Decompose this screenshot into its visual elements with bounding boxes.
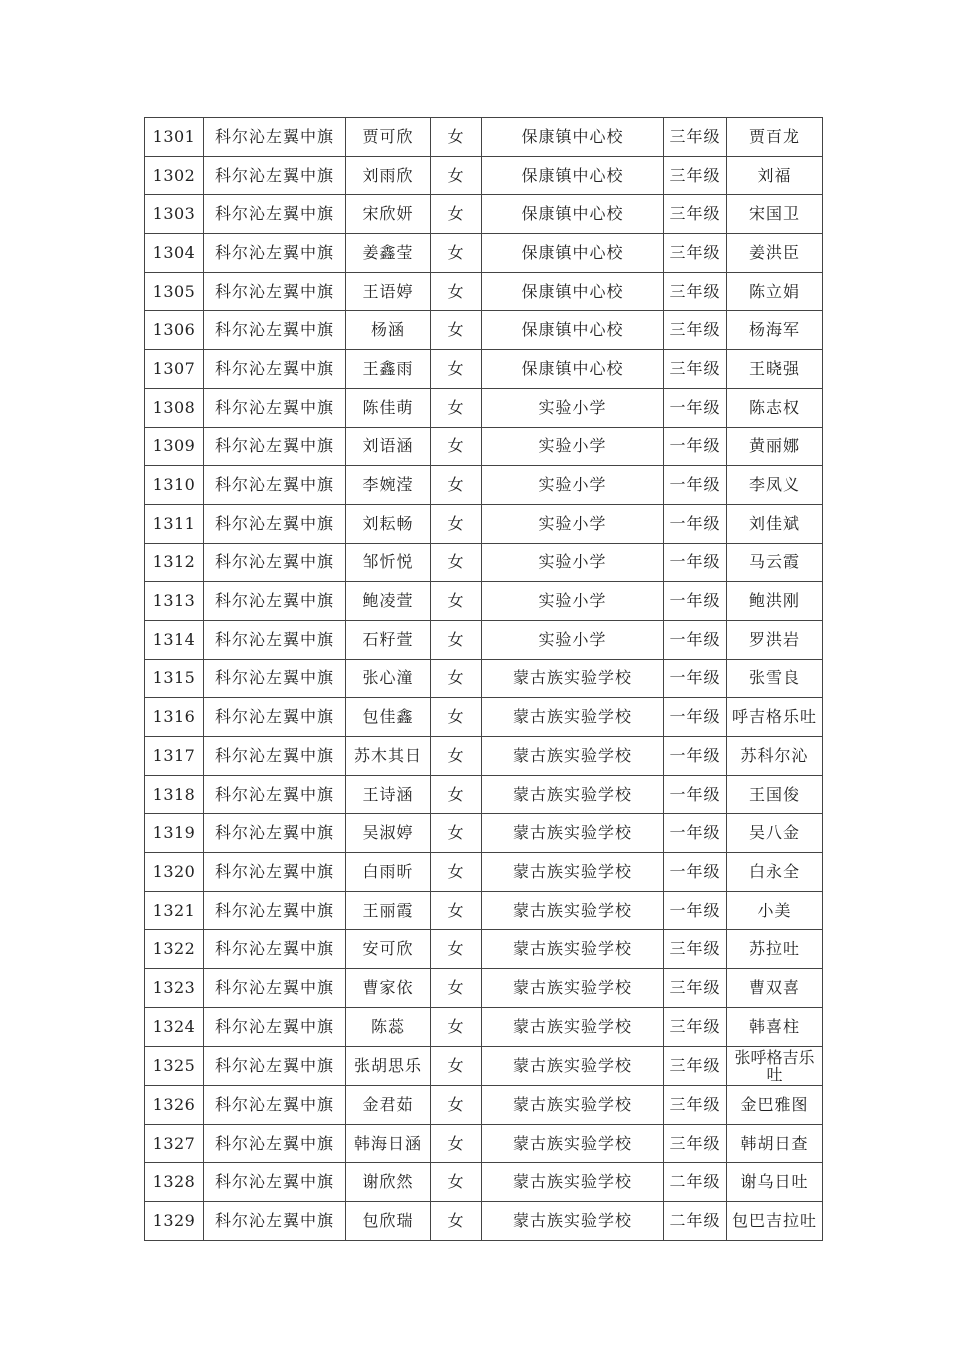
- table-row: [145, 582, 823, 621]
- row-number-cell: 1323: [145, 969, 204, 1008]
- table-row: [145, 891, 823, 930]
- row-number-cell: 1310: [145, 466, 204, 505]
- guardian-cell: 苏科尔沁: [727, 737, 823, 776]
- guardian-cell: 小美: [727, 891, 823, 930]
- row-number-cell: 1306: [145, 311, 204, 350]
- row-number-cell: 1309: [145, 427, 204, 466]
- school-cell: 蒙古族实验学校: [482, 891, 664, 930]
- banner-cell: 科尔沁左翼中旗: [204, 118, 346, 157]
- school-cell: 保康镇中心校: [482, 350, 664, 389]
- gender-cell: 女: [431, 891, 482, 930]
- student-name-cell: 杨涵: [346, 311, 431, 350]
- row-number-cell: 1320: [145, 853, 204, 892]
- grade-cell: 一年级: [664, 775, 727, 814]
- roster-table: [144, 117, 823, 1241]
- grade-cell: 一年级: [664, 814, 727, 853]
- gender-cell: 女: [431, 620, 482, 659]
- grade-cell: 二年级: [664, 1202, 727, 1241]
- banner-cell: 科尔沁左翼中旗: [204, 350, 346, 389]
- guardian-cell: 韩喜柱: [727, 1007, 823, 1046]
- student-name-cell: 张胡思乐: [346, 1046, 431, 1086]
- row-number-cell: 1301: [145, 118, 204, 157]
- grade-cell: 三年级: [664, 350, 727, 389]
- gender-cell: 女: [431, 388, 482, 427]
- grade-cell: 三年级: [664, 311, 727, 350]
- guardian-cell: 韩胡日查: [727, 1124, 823, 1163]
- row-number-cell: 1308: [145, 388, 204, 427]
- grade-cell: 一年级: [664, 582, 727, 621]
- school-cell: 蒙古族实验学校: [482, 1046, 664, 1086]
- gender-cell: 女: [431, 775, 482, 814]
- banner-cell: 科尔沁左翼中旗: [204, 582, 346, 621]
- guardian-cell: 黄丽娜: [727, 427, 823, 466]
- row-number-cell: 1327: [145, 1124, 204, 1163]
- guardian-cell: 杨海军: [727, 311, 823, 350]
- gender-cell: 女: [431, 466, 482, 505]
- row-number-cell: 1314: [145, 620, 204, 659]
- table-row: [145, 195, 823, 234]
- school-cell: 保康镇中心校: [482, 234, 664, 273]
- grade-cell: 一年级: [664, 427, 727, 466]
- guardian-cell: 张雪良: [727, 659, 823, 698]
- school-cell: 保康镇中心校: [482, 272, 664, 311]
- banner-cell: 科尔沁左翼中旗: [204, 1124, 346, 1163]
- banner-cell: 科尔沁左翼中旗: [204, 930, 346, 969]
- banner-cell: 科尔沁左翼中旗: [204, 1202, 346, 1241]
- school-cell: 蒙古族实验学校: [482, 1202, 664, 1241]
- gender-cell: 女: [431, 156, 482, 195]
- banner-cell: 科尔沁左翼中旗: [204, 814, 346, 853]
- row-number-cell: 1312: [145, 543, 204, 582]
- guardian-cell: 金巴雅图: [727, 1086, 823, 1125]
- school-cell: 实验小学: [482, 466, 664, 505]
- student-name-cell: 白雨昕: [346, 853, 431, 892]
- student-name-cell: 姜鑫莹: [346, 234, 431, 273]
- banner-cell: 科尔沁左翼中旗: [204, 195, 346, 234]
- grade-cell: 一年级: [664, 891, 727, 930]
- student-name-cell: 苏木其日: [346, 737, 431, 776]
- table-row: [145, 737, 823, 776]
- student-name-cell: 陈蕊: [346, 1007, 431, 1046]
- student-name-cell: 刘雨欣: [346, 156, 431, 195]
- school-cell: 实验小学: [482, 388, 664, 427]
- gender-cell: 女: [431, 1086, 482, 1125]
- row-number-cell: 1316: [145, 698, 204, 737]
- banner-cell: 科尔沁左翼中旗: [204, 1046, 346, 1086]
- grade-cell: 三年级: [664, 234, 727, 273]
- guardian-cell: 陈志权: [727, 388, 823, 427]
- school-cell: 蒙古族实验学校: [482, 1163, 664, 1202]
- row-number-cell: 1317: [145, 737, 204, 776]
- banner-cell: 科尔沁左翼中旗: [204, 620, 346, 659]
- gender-cell: 女: [431, 1163, 482, 1202]
- student-name-cell: 宋欣妍: [346, 195, 431, 234]
- gender-cell: 女: [431, 350, 482, 389]
- banner-cell: 科尔沁左翼中旗: [204, 466, 346, 505]
- student-name-cell: 王丽霞: [346, 891, 431, 930]
- table-row: [145, 814, 823, 853]
- student-name-cell: 刘耘畅: [346, 504, 431, 543]
- banner-cell: 科尔沁左翼中旗: [204, 853, 346, 892]
- school-cell: 保康镇中心校: [482, 156, 664, 195]
- table-row: [145, 1086, 823, 1125]
- gender-cell: 女: [431, 930, 482, 969]
- guardian-cell: 吴八金: [727, 814, 823, 853]
- guardian-cell: 罗洪岩: [727, 620, 823, 659]
- school-cell: 实验小学: [482, 504, 664, 543]
- guardian-cell: 刘佳斌: [727, 504, 823, 543]
- row-number-cell: 1322: [145, 930, 204, 969]
- guardian-cell: 姜洪臣: [727, 234, 823, 273]
- gender-cell: 女: [431, 504, 482, 543]
- table-row: [145, 156, 823, 195]
- gender-cell: 女: [431, 698, 482, 737]
- school-cell: 蒙古族实验学校: [482, 814, 664, 853]
- table-row: [145, 1124, 823, 1163]
- gender-cell: 女: [431, 543, 482, 582]
- guardian-cell: 白永全: [727, 853, 823, 892]
- banner-cell: 科尔沁左翼中旗: [204, 234, 346, 273]
- table-row: [145, 930, 823, 969]
- grade-cell: 一年级: [664, 737, 727, 776]
- grade-cell: 一年级: [664, 466, 727, 505]
- banner-cell: 科尔沁左翼中旗: [204, 1163, 346, 1202]
- student-name-cell: 陈佳萌: [346, 388, 431, 427]
- guardian-cell: 马云霞: [727, 543, 823, 582]
- guardian-cell: 曹双喜: [727, 969, 823, 1008]
- school-cell: 实验小学: [482, 427, 664, 466]
- grade-cell: 一年级: [664, 659, 727, 698]
- banner-cell: 科尔沁左翼中旗: [204, 156, 346, 195]
- school-cell: 蒙古族实验学校: [482, 853, 664, 892]
- grade-cell: 三年级: [664, 969, 727, 1008]
- school-cell: 蒙古族实验学校: [482, 1124, 664, 1163]
- row-number-cell: 1326: [145, 1086, 204, 1125]
- table-row: [145, 698, 823, 737]
- table-row: [145, 1046, 823, 1086]
- row-number-cell: 1302: [145, 156, 204, 195]
- gender-cell: 女: [431, 1124, 482, 1163]
- guardian-cell: 谢乌日吐: [727, 1163, 823, 1202]
- row-number-cell: 1305: [145, 272, 204, 311]
- row-number-cell: 1303: [145, 195, 204, 234]
- grade-cell: 三年级: [664, 118, 727, 157]
- banner-cell: 科尔沁左翼中旗: [204, 737, 346, 776]
- banner-cell: 科尔沁左翼中旗: [204, 504, 346, 543]
- row-number-cell: 1307: [145, 350, 204, 389]
- school-cell: 蒙古族实验学校: [482, 930, 664, 969]
- row-number-cell: 1311: [145, 504, 204, 543]
- table-row: [145, 350, 823, 389]
- banner-cell: 科尔沁左翼中旗: [204, 311, 346, 350]
- row-number-cell: 1324: [145, 1007, 204, 1046]
- school-cell: 蒙古族实验学校: [482, 969, 664, 1008]
- school-cell: 保康镇中心校: [482, 311, 664, 350]
- gender-cell: 女: [431, 853, 482, 892]
- table-row: [145, 118, 823, 157]
- table-row: [145, 504, 823, 543]
- student-name-cell: 韩海日涵: [346, 1124, 431, 1163]
- guardian-cell: 李凤义: [727, 466, 823, 505]
- student-name-cell: 谢欣然: [346, 1163, 431, 1202]
- student-name-cell: 李婉滢: [346, 466, 431, 505]
- banner-cell: 科尔沁左翼中旗: [204, 1007, 346, 1046]
- school-cell: 保康镇中心校: [482, 118, 664, 157]
- guardian-cell: 陈立娟: [727, 272, 823, 311]
- row-number-cell: 1321: [145, 891, 204, 930]
- student-name-cell: 曹家依: [346, 969, 431, 1008]
- grade-cell: 三年级: [664, 930, 727, 969]
- grade-cell: 一年级: [664, 620, 727, 659]
- guardian-cell: 贾百龙: [727, 118, 823, 157]
- student-name-cell: 金君茹: [346, 1086, 431, 1125]
- banner-cell: 科尔沁左翼中旗: [204, 427, 346, 466]
- table-row: [145, 466, 823, 505]
- grade-cell: 一年级: [664, 853, 727, 892]
- banner-cell: 科尔沁左翼中旗: [204, 659, 346, 698]
- school-cell: 蒙古族实验学校: [482, 1086, 664, 1125]
- student-name-cell: 包欣瑞: [346, 1202, 431, 1241]
- student-name-cell: 安可欣: [346, 930, 431, 969]
- row-number-cell: 1304: [145, 234, 204, 273]
- guardian-cell: 鲍洪刚: [727, 582, 823, 621]
- table-row: [145, 1202, 823, 1241]
- school-cell: 蒙古族实验学校: [482, 1007, 664, 1046]
- school-cell: 保康镇中心校: [482, 195, 664, 234]
- gender-cell: 女: [431, 118, 482, 157]
- gender-cell: 女: [431, 1007, 482, 1046]
- grade-cell: 一年级: [664, 504, 727, 543]
- row-number-cell: 1318: [145, 775, 204, 814]
- school-cell: 实验小学: [482, 620, 664, 659]
- banner-cell: 科尔沁左翼中旗: [204, 698, 346, 737]
- guardian-cell: 刘福: [727, 156, 823, 195]
- student-name-cell: 刘语涵: [346, 427, 431, 466]
- gender-cell: 女: [431, 582, 482, 621]
- school-cell: 蒙古族实验学校: [482, 737, 664, 776]
- school-cell: 蒙古族实验学校: [482, 659, 664, 698]
- gender-cell: 女: [431, 969, 482, 1008]
- student-name-cell: 石籽萱: [346, 620, 431, 659]
- table-row: [145, 1007, 823, 1046]
- grade-cell: 三年级: [664, 156, 727, 195]
- gender-cell: 女: [431, 427, 482, 466]
- guardian-cell: 王晓强: [727, 350, 823, 389]
- guardian-cell: 苏拉吐: [727, 930, 823, 969]
- grade-cell: 三年级: [664, 1124, 727, 1163]
- grade-cell: 三年级: [664, 1007, 727, 1046]
- guardian-cell: 王国俊: [727, 775, 823, 814]
- student-name-cell: 王诗涵: [346, 775, 431, 814]
- guardian-cell: 张呼格吉乐吐: [727, 1046, 823, 1086]
- student-name-cell: 张心潼: [346, 659, 431, 698]
- school-cell: 实验小学: [482, 582, 664, 621]
- grade-cell: 一年级: [664, 388, 727, 427]
- grade-cell: 三年级: [664, 1046, 727, 1086]
- gender-cell: 女: [431, 814, 482, 853]
- table-row: [145, 1163, 823, 1202]
- table-row: [145, 272, 823, 311]
- gender-cell: 女: [431, 737, 482, 776]
- gender-cell: 女: [431, 1046, 482, 1086]
- school-cell: 实验小学: [482, 543, 664, 582]
- grade-cell: 二年级: [664, 1163, 727, 1202]
- table-row: [145, 388, 823, 427]
- row-number-cell: 1325: [145, 1046, 204, 1086]
- banner-cell: 科尔沁左翼中旗: [204, 272, 346, 311]
- table-row: [145, 659, 823, 698]
- school-cell: 蒙古族实验学校: [482, 698, 664, 737]
- grade-cell: 一年级: [664, 543, 727, 582]
- table-row: [145, 853, 823, 892]
- guardian-cell: 呼吉格乐吐: [727, 698, 823, 737]
- roster-body: [145, 118, 823, 1241]
- student-name-cell: 鲍凌萱: [346, 582, 431, 621]
- table-row: [145, 427, 823, 466]
- banner-cell: 科尔沁左翼中旗: [204, 775, 346, 814]
- student-name-cell: 邹忻悦: [346, 543, 431, 582]
- gender-cell: 女: [431, 311, 482, 350]
- student-name-cell: 王鑫雨: [346, 350, 431, 389]
- table-row: [145, 234, 823, 273]
- table-row: [145, 311, 823, 350]
- row-number-cell: 1319: [145, 814, 204, 853]
- banner-cell: 科尔沁左翼中旗: [204, 388, 346, 427]
- banner-cell: 科尔沁左翼中旗: [204, 543, 346, 582]
- student-name-cell: 包佳鑫: [346, 698, 431, 737]
- grade-cell: 三年级: [664, 195, 727, 234]
- banner-cell: 科尔沁左翼中旗: [204, 1086, 346, 1125]
- gender-cell: 女: [431, 195, 482, 234]
- student-name-cell: 王语婷: [346, 272, 431, 311]
- grade-cell: 三年级: [664, 1086, 727, 1125]
- row-number-cell: 1315: [145, 659, 204, 698]
- school-cell: 蒙古族实验学校: [482, 775, 664, 814]
- student-name-cell: 贾可欣: [346, 118, 431, 157]
- table-row: [145, 620, 823, 659]
- banner-cell: 科尔沁左翼中旗: [204, 969, 346, 1008]
- gender-cell: 女: [431, 234, 482, 273]
- student-name-cell: 吴淑婷: [346, 814, 431, 853]
- table-row: [145, 775, 823, 814]
- guardian-cell: 包巴吉拉吐: [727, 1202, 823, 1241]
- row-number-cell: 1329: [145, 1202, 204, 1241]
- table-row: [145, 543, 823, 582]
- gender-cell: 女: [431, 659, 482, 698]
- grade-cell: 三年级: [664, 272, 727, 311]
- row-number-cell: 1313: [145, 582, 204, 621]
- gender-cell: 女: [431, 272, 482, 311]
- row-number-cell: 1328: [145, 1163, 204, 1202]
- banner-cell: 科尔沁左翼中旗: [204, 891, 346, 930]
- gender-cell: 女: [431, 1202, 482, 1241]
- grade-cell: 一年级: [664, 698, 727, 737]
- table-row: [145, 969, 823, 1008]
- guardian-cell: 宋国卫: [727, 195, 823, 234]
